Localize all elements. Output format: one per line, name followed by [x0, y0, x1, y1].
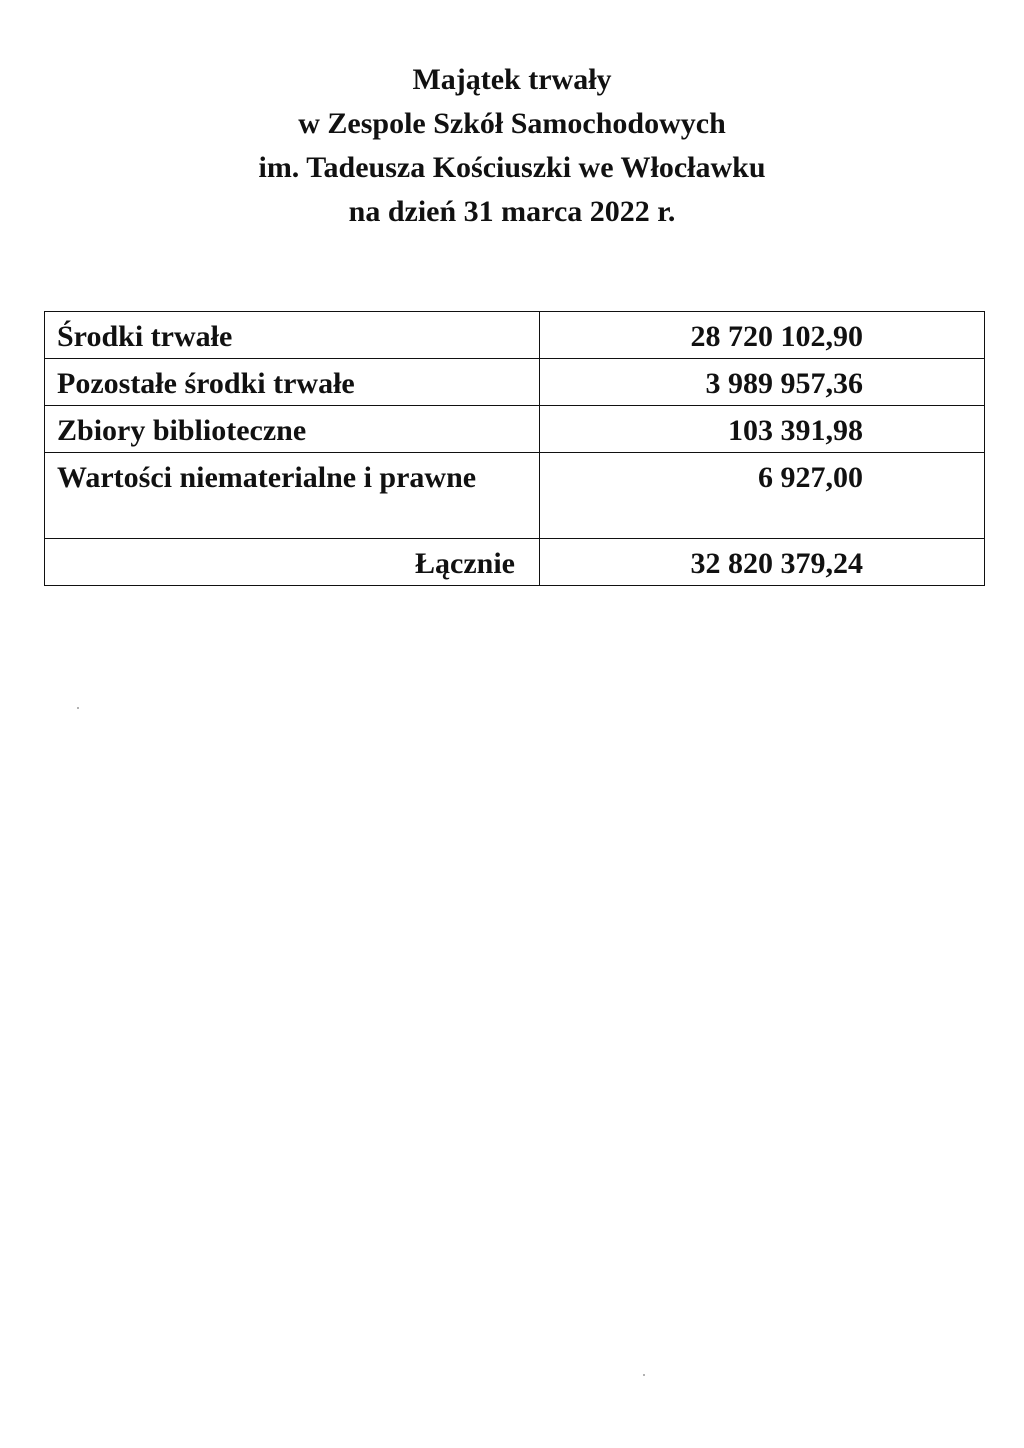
- scan-speck: [77, 707, 79, 709]
- title-line-3: im. Tadeusza Kościuszki we Włocławku: [258, 151, 766, 184]
- title-line-4: na dzień 31 marca 2022 r.: [348, 195, 676, 228]
- title-line-2: w Zespole Szkół Samochodowych: [298, 107, 726, 140]
- total-value-cell: 32 820 379,24: [540, 539, 985, 586]
- asset-name-cell: Zbiory biblioteczne: [45, 406, 540, 453]
- table-row: [45, 406, 985, 453]
- table-row: [45, 312, 985, 359]
- asset-name-cell: Środki trwałe: [45, 312, 540, 359]
- total-label-cell: Łącznie: [45, 539, 540, 586]
- title-line-1: Majątek trwały: [412, 63, 612, 96]
- asset-name-cell: Pozostałe środki trwałe: [45, 359, 540, 406]
- document-title: [0, 58, 1024, 234]
- total-row: [45, 539, 985, 586]
- asset-value-cell: 103 391,98: [540, 406, 985, 453]
- assets-table: [44, 311, 985, 586]
- scan-speck: [643, 1374, 645, 1376]
- table-row: [45, 359, 985, 406]
- asset-value-cell: 28 720 102,90: [540, 312, 985, 359]
- table-row: [45, 453, 985, 539]
- asset-name-cell: Wartości niematerialne i prawne: [45, 453, 540, 539]
- asset-value-cell: 6 927,00: [540, 453, 985, 539]
- asset-value-cell: 3 989 957,36: [540, 359, 985, 406]
